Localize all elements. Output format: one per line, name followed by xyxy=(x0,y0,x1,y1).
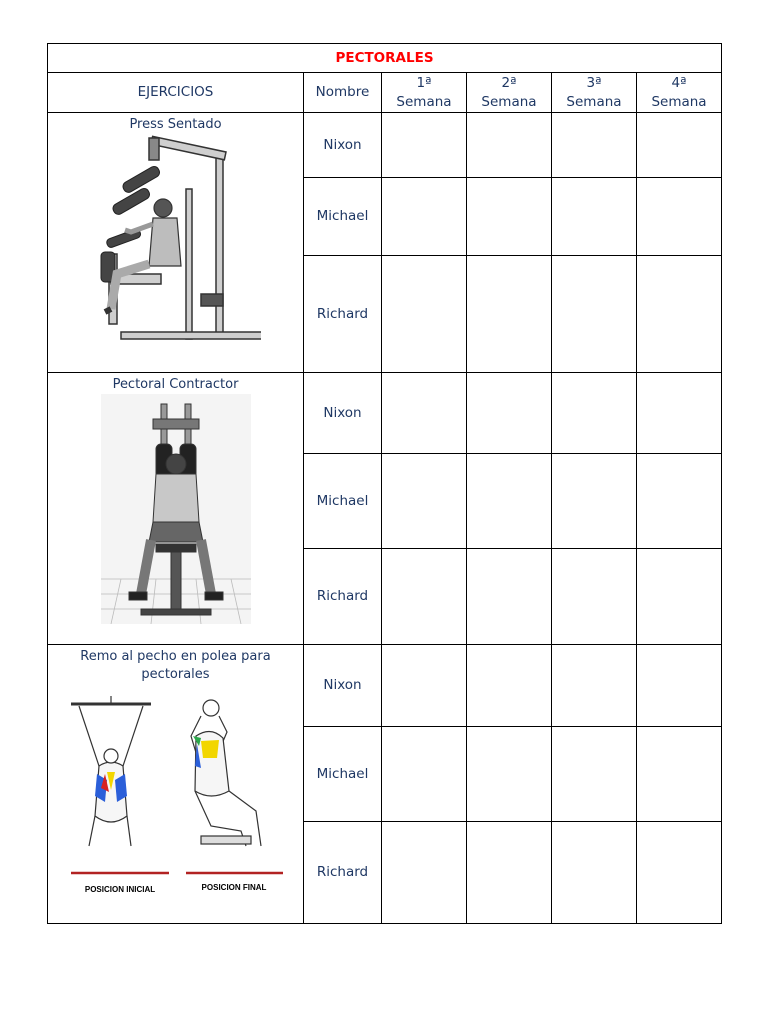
week-cell[interactable] xyxy=(467,454,552,549)
week-cell[interactable] xyxy=(552,645,637,727)
name-cell: Richard xyxy=(304,549,382,645)
name-cell: Nixon xyxy=(304,645,382,727)
week-cell[interactable] xyxy=(467,373,552,454)
week-cell[interactable] xyxy=(382,645,467,727)
exercise-cell-pectoral-contractor xyxy=(48,373,304,645)
pec-deck-machine-photo xyxy=(101,394,251,624)
week-cell[interactable] xyxy=(637,178,722,256)
cable-pulldown-illustration xyxy=(61,696,291,906)
week-cell[interactable] xyxy=(382,549,467,645)
week-cell[interactable] xyxy=(467,549,552,645)
week-cell[interactable] xyxy=(467,822,552,924)
week-cell[interactable] xyxy=(467,727,552,822)
week-cell[interactable] xyxy=(637,727,722,822)
training-table xyxy=(47,43,722,924)
week-cell[interactable] xyxy=(467,256,552,373)
week-cell[interactable] xyxy=(637,645,722,727)
exercise-title: Press Sentado xyxy=(129,117,222,132)
week-cell[interactable] xyxy=(552,113,637,178)
header-ejercicios: EJERCICIOS xyxy=(48,73,304,113)
name-cell: Richard xyxy=(304,822,382,924)
week-cell[interactable] xyxy=(552,454,637,549)
week-cell[interactable] xyxy=(552,178,637,256)
week-cell[interactable] xyxy=(467,645,552,727)
week-cell[interactable] xyxy=(382,256,467,373)
week-cell[interactable] xyxy=(382,727,467,822)
week-label: Semana xyxy=(566,93,622,110)
week-label: Semana xyxy=(481,93,537,110)
header-week-1 xyxy=(382,73,467,113)
caption-posicion-final: POSICION FINAL xyxy=(201,883,266,892)
week-cell[interactable] xyxy=(637,549,722,645)
week-number: 4ª xyxy=(671,74,687,91)
week-cell[interactable] xyxy=(552,549,637,645)
header-nombre: Nombre xyxy=(304,73,382,113)
name-cell: Michael xyxy=(304,454,382,549)
week-cell[interactable] xyxy=(382,178,467,256)
week-number: 1ª xyxy=(416,74,432,91)
week-cell[interactable] xyxy=(552,373,637,454)
week-cell[interactable] xyxy=(382,822,467,924)
week-cell[interactable] xyxy=(552,822,637,924)
page-title: PECTORALES xyxy=(48,44,722,73)
header-week-3 xyxy=(552,73,637,113)
week-cell[interactable] xyxy=(382,373,467,454)
name-cell: Richard xyxy=(304,256,382,373)
week-number: 2ª xyxy=(501,74,517,91)
name-cell: Nixon xyxy=(304,113,382,178)
week-cell[interactable] xyxy=(467,113,552,178)
week-label: Semana xyxy=(396,93,452,110)
week-cell[interactable] xyxy=(552,727,637,822)
name-cell: Michael xyxy=(304,727,382,822)
week-cell[interactable] xyxy=(552,256,637,373)
exercise-title: Remo al pecho en polea para pectorales xyxy=(80,649,271,682)
week-cell[interactable] xyxy=(637,256,722,373)
name-cell: Nixon xyxy=(304,373,382,454)
header-week-2 xyxy=(467,73,552,113)
week-cell[interactable] xyxy=(382,113,467,178)
seated-chest-press-machine-illustration xyxy=(91,134,261,370)
header-week-4 xyxy=(637,73,722,113)
exercise-cell-press-sentado xyxy=(48,113,304,373)
caption-posicion-inicial: POSICION INICIAL xyxy=(84,885,155,894)
week-cell[interactable] xyxy=(382,454,467,549)
exercise-title: Pectoral Contractor xyxy=(112,377,239,392)
week-cell[interactable] xyxy=(637,373,722,454)
week-label: Semana xyxy=(651,93,707,110)
week-cell[interactable] xyxy=(637,454,722,549)
week-cell[interactable] xyxy=(467,178,552,256)
exercise-cell-remo-polea xyxy=(48,645,304,924)
name-cell: Michael xyxy=(304,178,382,256)
week-cell[interactable] xyxy=(637,113,722,178)
week-number: 3ª xyxy=(586,74,602,91)
week-cell[interactable] xyxy=(637,822,722,924)
